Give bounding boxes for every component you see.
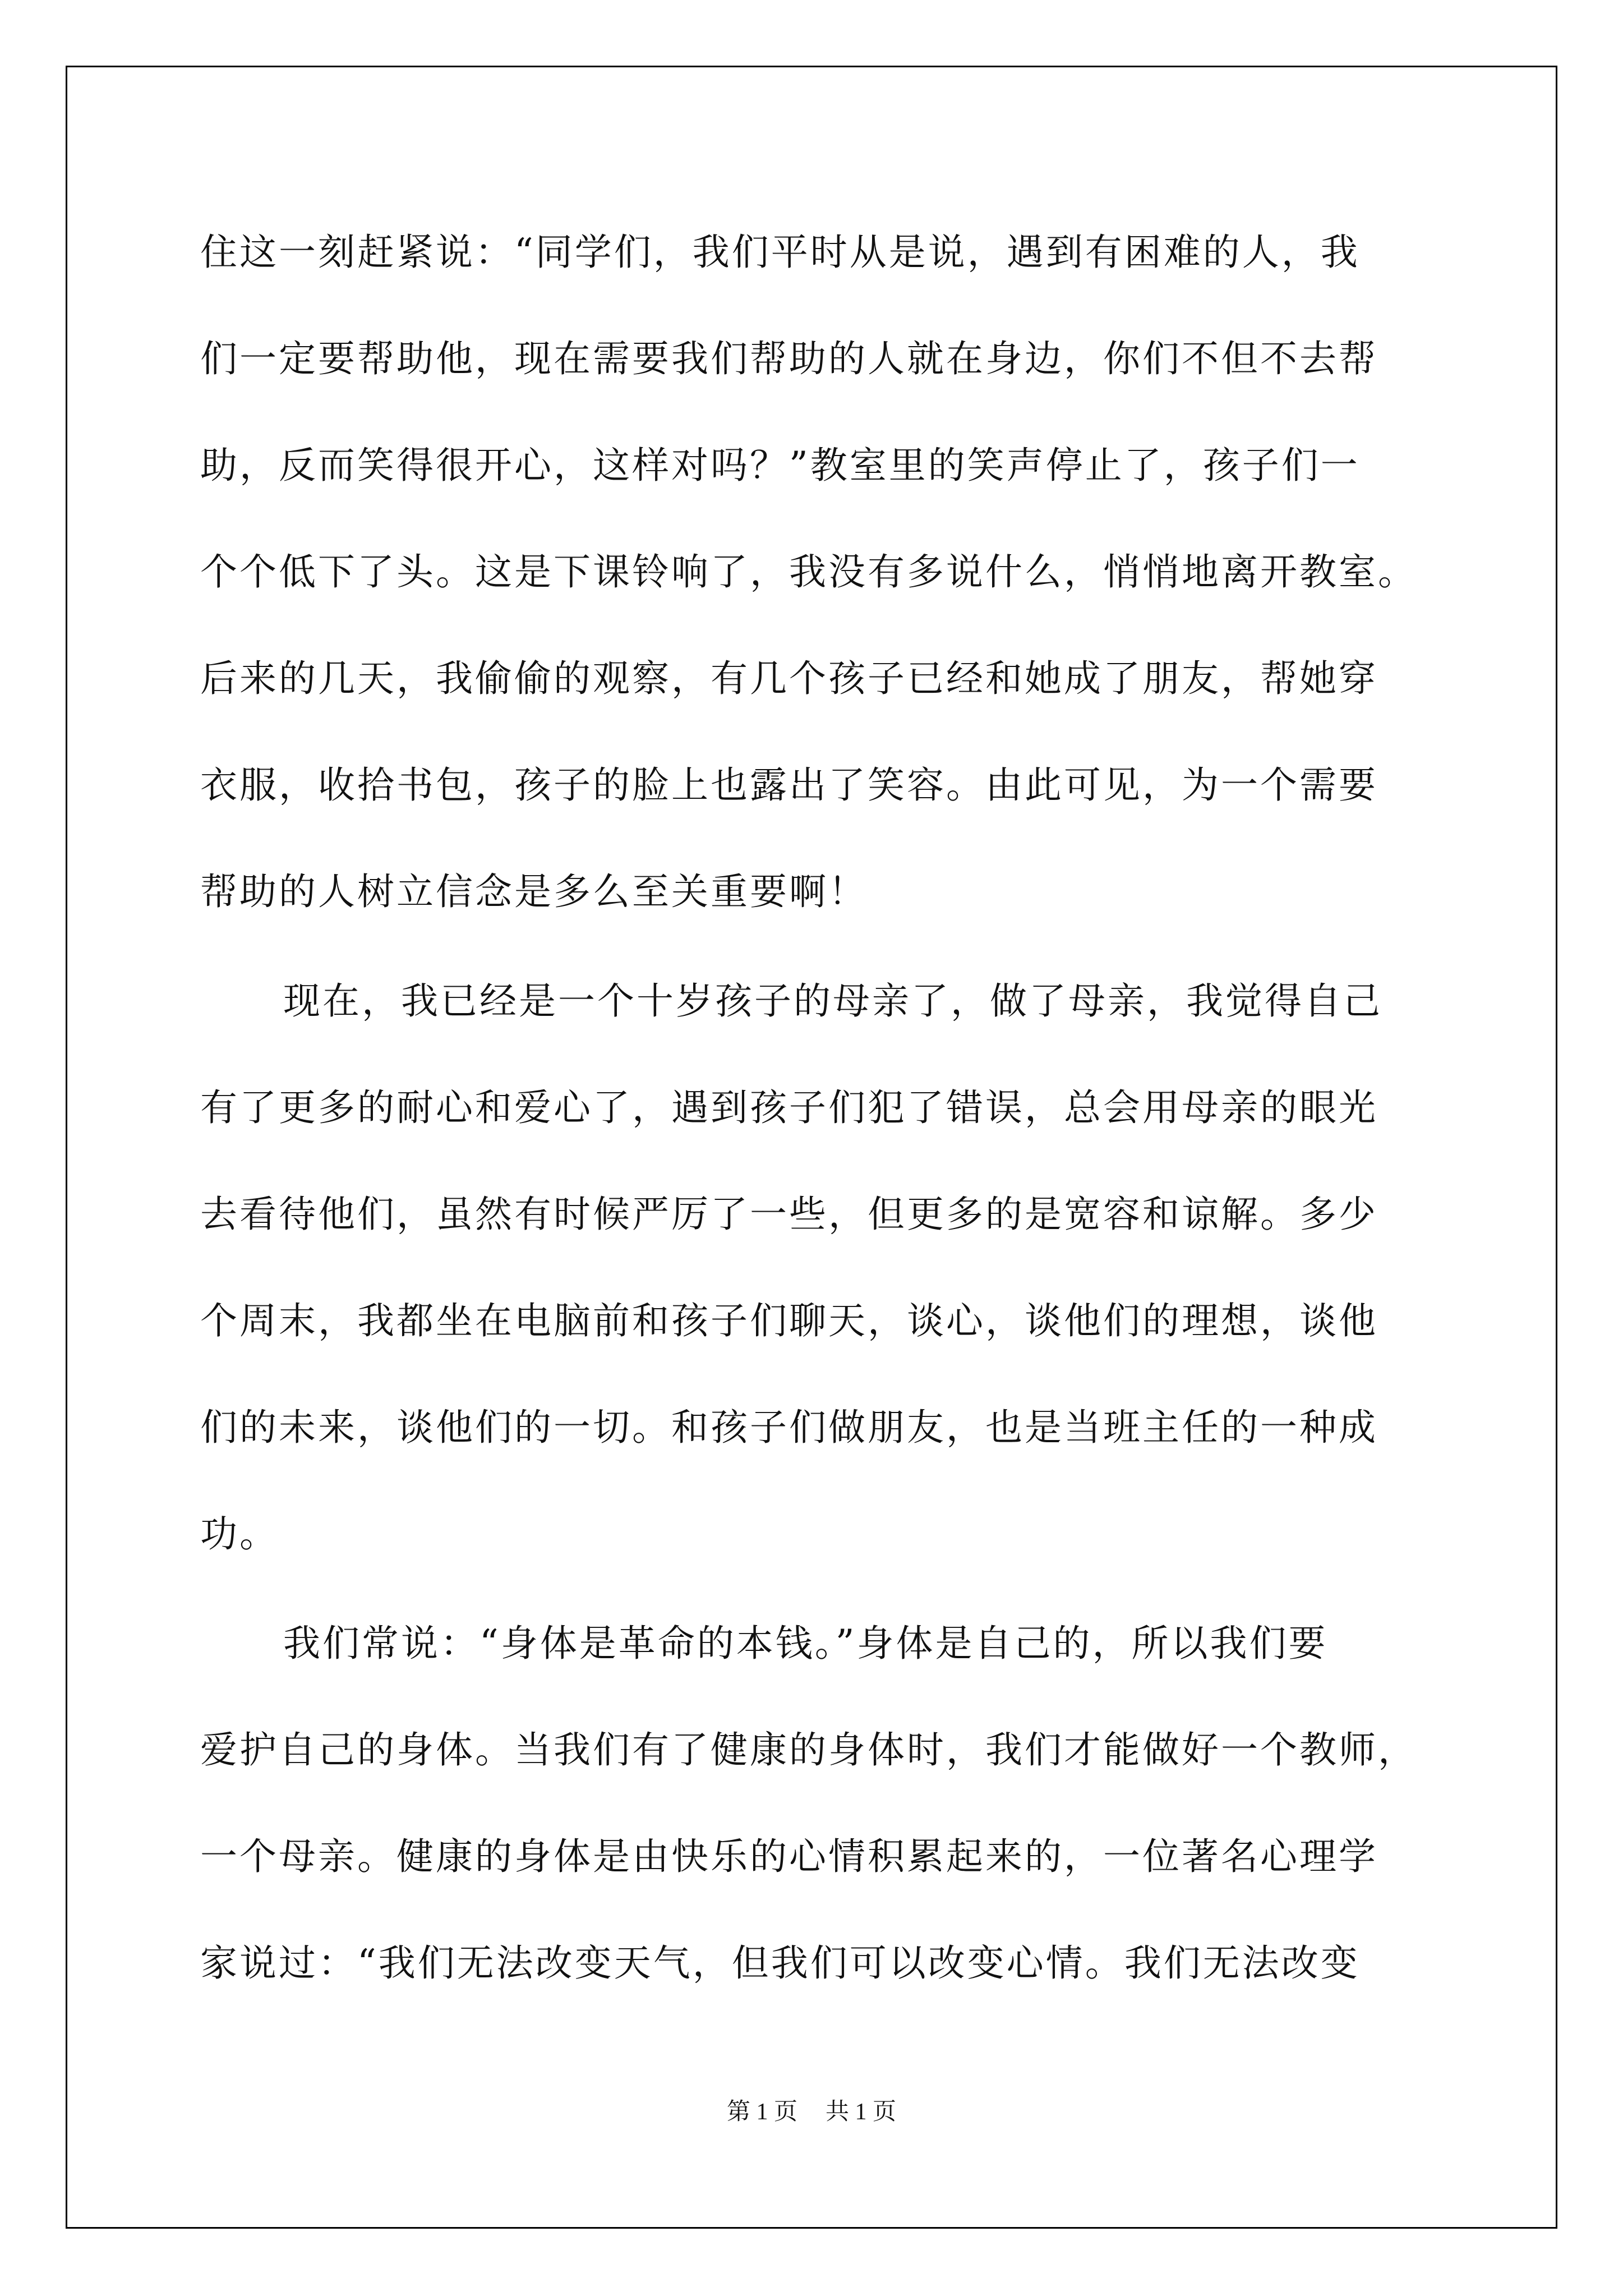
page-total: 共 1 页 — [826, 2099, 897, 2125]
body-text-line: 个个低下了头。这是下课铃响了，我没有多说什么，悄悄地离开教室。 — [200, 550, 1417, 593]
body-text-line: 助，反而笑得很开心，这样对吗？”教室里的笑声停止了，孩子们一 — [200, 444, 1360, 487]
body-text-line: 我们常说：“身体是革命的本钱。”身体是自己的，所以我们要 — [283, 1622, 1328, 1665]
body-text-line: 住这一刻赶紧说：“同学们，我们平时从是说，遇到有困难的人，我 — [200, 231, 1360, 274]
body-text-line: 有了更多的耐心和爱心了，遇到孩子们犯了错误，总会用母亲的眼光 — [200, 1086, 1378, 1129]
page-border — [66, 66, 1557, 2229]
body-text-line: 后来的几天，我偷偷的观察，有几个孩子已经和她成了朋友，帮她穿 — [200, 657, 1378, 700]
body-text-line: 一个母亲。健康的身体是由快乐的心情积累起来的，一位著名心理学 — [200, 1835, 1378, 1878]
body-text-line: 爱护自己的身体。当我们有了健康的身体时，我们才能做好一个教师， — [200, 1728, 1417, 1772]
body-text-line: 帮助的人树立信念是多么至关重要啊！ — [200, 870, 868, 913]
body-text-line: 个周末，我都坐在电脑前和孩子们聊天，谈心，谈他们的理想，谈他 — [200, 1299, 1378, 1342]
body-text-line: 功。 — [200, 1512, 279, 1556]
body-text-line: 衣服，收拾书包，孩子的脸上也露出了笑容。由此可见，为一个需要 — [200, 763, 1378, 807]
page-footer — [0, 2095, 1623, 2129]
page-number: 第 1 页 — [726, 2099, 797, 2125]
body-text-line: 们一定要帮助他，现在需要我们帮助的人就在身边，你们不但不去帮 — [200, 337, 1378, 380]
body-text-line: 们的未来，谈他们的一切。和孩子们做朋友，也是当班主任的一种成 — [200, 1406, 1378, 1449]
body-text-line: 现在，我已经是一个十岁孩子的母亲了，做了母亲，我觉得自己 — [283, 979, 1382, 1023]
body-text-line: 家说过：“我们无法改变天气，但我们可以改变心情。我们无法改变 — [200, 1941, 1360, 1985]
body-text-line: 去看待他们，虽然有时候严厉了一些，但更多的是宽容和谅解。多少 — [200, 1193, 1378, 1236]
